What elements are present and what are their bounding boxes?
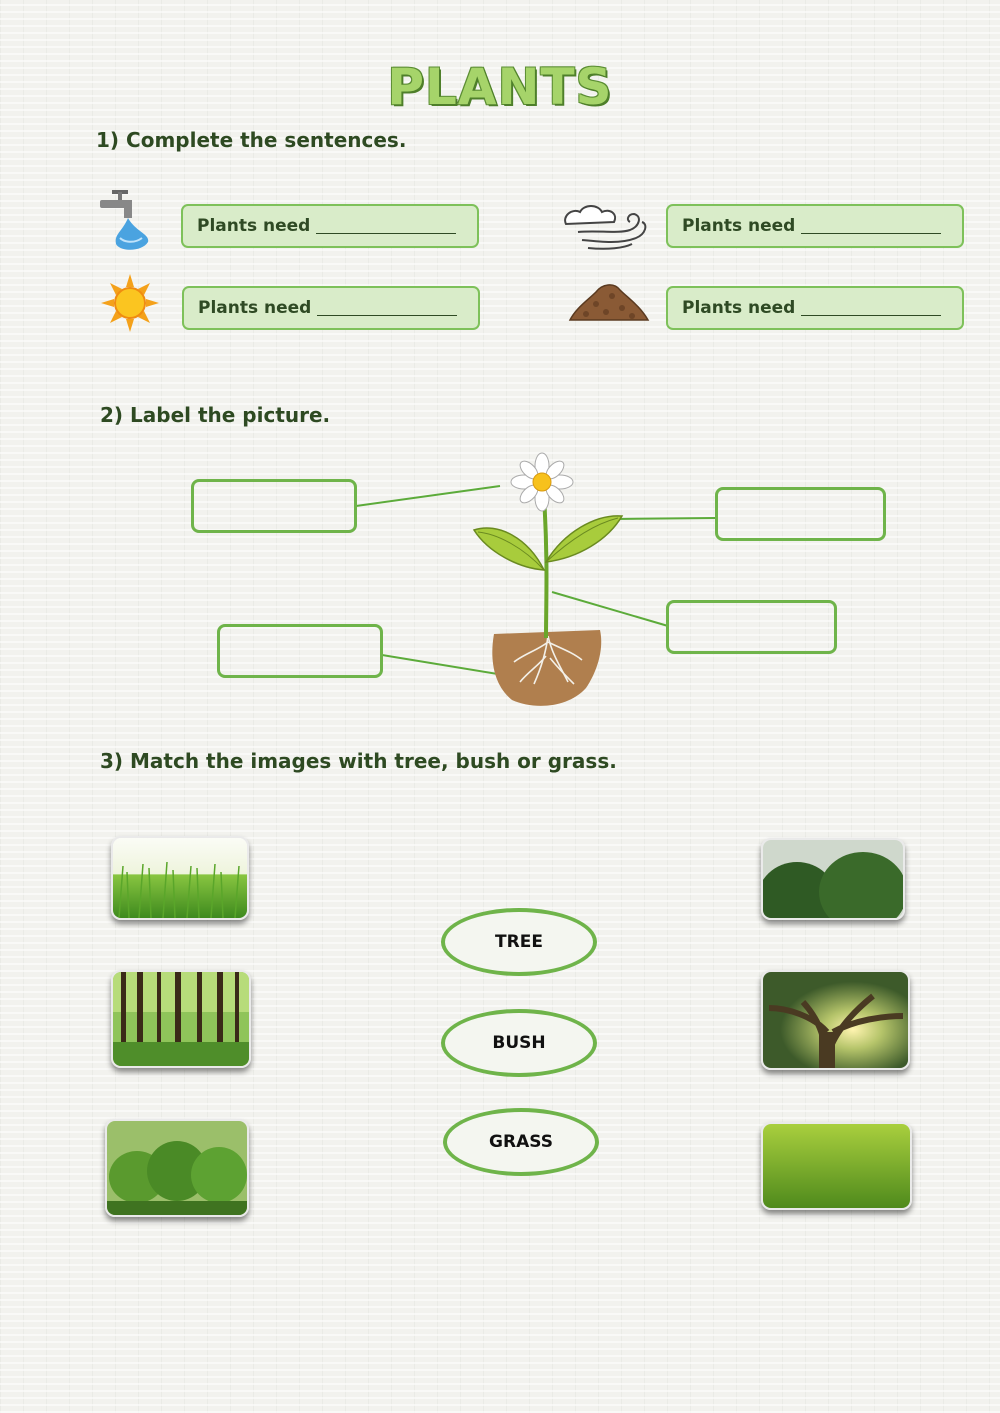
sentence-text: Plants need [682,216,796,236]
hedge-photo[interactable] [761,838,905,920]
option-label: GRASS [489,1132,553,1152]
grass-image [113,838,247,918]
plant-diagram [468,452,628,714]
option-tree[interactable] [441,908,597,976]
label-box-flower[interactable] [191,479,357,533]
hedge-image [763,840,903,918]
sentence-text: Plants need [197,216,311,236]
lawn-image [763,1124,910,1208]
option-label: TREE [495,932,543,952]
grass-photo[interactable] [111,836,249,920]
big-tree-photo[interactable] [761,970,910,1070]
section1-heading: 1) Complete the sentences. [96,128,407,152]
label-box-stem[interactable] [666,600,837,654]
bush-image [107,1121,247,1215]
sentence-text: Plants need [682,298,796,318]
page-title: PLANTS [387,58,613,116]
option-grass[interactable] [443,1108,599,1176]
label-box-roots[interactable] [217,624,383,678]
option-bush[interactable] [441,1009,597,1077]
section2-heading: 2) Label the picture. [100,403,331,427]
label-box-leaf[interactable] [715,487,886,541]
option-label: BUSH [492,1033,546,1053]
lawn-photo[interactable] [761,1122,912,1210]
bush-photo[interactable] [105,1119,249,1217]
big-tree-image [763,972,908,1068]
forest-image [113,972,249,1066]
forest-photo[interactable] [111,970,251,1068]
sentence-text: Plants need [198,298,312,318]
section3-heading: 3) Match the images with tree, bush or grass. [100,749,617,773]
